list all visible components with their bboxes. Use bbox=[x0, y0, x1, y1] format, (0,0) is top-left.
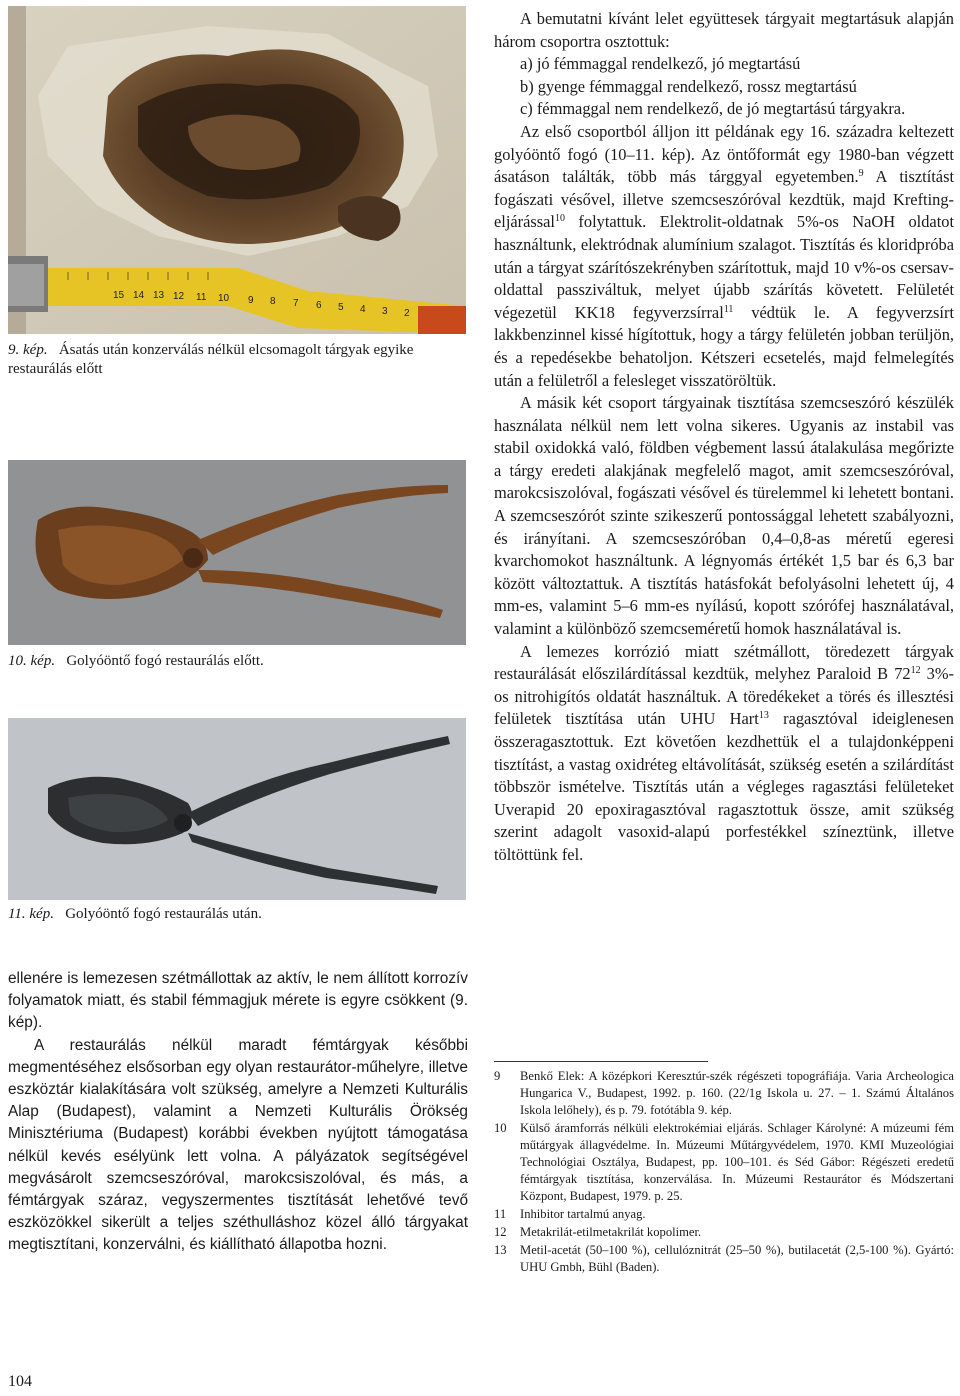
footnote-ref-11[interactable]: 11 bbox=[723, 303, 734, 315]
footnote-10 bbox=[494, 1120, 954, 1205]
footnotes bbox=[494, 1068, 954, 1277]
footnote-text: Benkő Elek: A középkori Keresztúr-szék régészeti topográfiája. Varia Archeologica Hungarica V., Budapest, 1992. p. 160. (22/1g Iskola u. 27. – 1. Számú Általános Iskola lelőhely), és p. 79. fotótábla 9. kép. bbox=[520, 1069, 954, 1117]
left-paragraph-1: ellenére is lemezesen szétmállottak az aktív, le nem állított korrozív folyamatok miatt, és stabil fémmagjuk mérete is egyre csökkent (9. kép). bbox=[8, 970, 468, 1032]
text-run: 3%-os nitrohigítós oldatát használtuk. A töredékeket a törés és illesztési felületek tisztítása után UHU Hart bbox=[494, 664, 954, 729]
footnote-text: Metakrilát-etilmetakrilát kopolimer. bbox=[520, 1225, 702, 1239]
figure-10-photo bbox=[8, 460, 466, 645]
footnote-ref-13[interactable]: 13 bbox=[758, 710, 769, 722]
left-paragraph-2: A restaurálás nélkül maradt fémtárgyak későbbi megmentéséhez elsősorban egy olyan restaurátor-műhelyre, illetve eszköztár kialakítására volt szükség, amelyre a Nemzeti Kulturális Alap (Budapest), valamint a Nemzeti Kulturális Örökség Minisztériuma (Budapest) korábbi években nyújtott támogatása nélkül kevés esélyünk lett volna. A pályázatok segítségével megvásárolt szemcseszóróval, marokcsiszolóval, és más, a fémtárgyak száraz, vegyszermentes tisztítását lehetővé tevő eszközökkel sikerült a teljes széthulláshoz közel álló tárgyakat megtisztítani, konzerválni, és kiállítható állapotba hozni. bbox=[8, 1036, 468, 1254]
right-column-text bbox=[494, 8, 954, 867]
svg-text:12: 12 bbox=[173, 291, 185, 302]
right-paragraph-2 bbox=[494, 121, 954, 392]
text-run: védtük le. A fegyverzsírt lakkbenzinnel kissé hígítottuk, hogy a tárgy felületén jobban terüljön, és a repedésekbe behatoljon. Kétszeri ecsetelés, majd felmelegítés után a felületről a felesleget visszatöröltük. bbox=[494, 302, 954, 390]
list-item: b) gyenge fémmaggal rendelkező, rossz megtartású bbox=[520, 76, 857, 96]
text-run: Az első csoportból álljon itt példának egy 16. századra keltezett golyóöntő fogó (10–11. kép). Az öntőformát egy 1980-ban végzett ásatáson találták, több más tárggyal egyetemben. bbox=[494, 121, 954, 187]
figure-10-caption bbox=[8, 652, 468, 671]
footnote-ref-12[interactable]: 12 bbox=[910, 665, 921, 677]
figure-11-label: 11. kép. bbox=[8, 906, 54, 922]
text-run: A tisztítást fogászati vésővel, illetve szemcseszóróval kezdtük, majd Krefting-eljárással bbox=[494, 167, 955, 232]
figure-9-label: 9. kép. bbox=[8, 342, 48, 358]
figure-9-caption bbox=[8, 341, 468, 379]
figure-10-label: 10. kép. bbox=[8, 653, 56, 669]
footnote-13 bbox=[494, 1242, 954, 1276]
left-column-text bbox=[8, 968, 468, 1257]
footnote-text: Metil-acetát (50–100 %), cellulóznitrát (25–50 %), butilacetát (2,5-100 %). Gyártó: UHU Gmbh, Bühl (Baden). bbox=[520, 1243, 954, 1274]
svg-text:6: 6 bbox=[316, 300, 322, 311]
svg-text:8: 8 bbox=[270, 296, 276, 307]
figure-10-caption-text: Golyóöntő fogó restaurálás előtt. bbox=[66, 653, 264, 669]
figure-11-caption bbox=[8, 905, 468, 924]
figure-9-caption-text: Ásatás után konzerválás nélkül elcsomagolt tárgyak egyike restaurálás előtt bbox=[8, 342, 414, 377]
svg-text:7: 7 bbox=[293, 298, 299, 309]
text-run: folytattuk. Elektrolit-oldatnak 5%-os NaOH oldatot használtunk, elektródnak alumínium szalagot. Tisztítás és kloridpróba után a tárgyat szárítószekrényben szárítottuk, majd 10 v%-os csersav-oldattal passziváltuk, melyet újabb szárítás követett. Felületét végezetül KK18 fegyverzsírral bbox=[494, 212, 954, 322]
corroded-objects-image bbox=[8, 6, 466, 334]
svg-text:4: 4 bbox=[360, 304, 366, 315]
list-item: a) jó fémmaggal rendelkező, jó megtartású bbox=[520, 54, 801, 74]
footnote-ref-10[interactable]: 10 bbox=[554, 213, 565, 225]
footnote-number: 12 bbox=[494, 1225, 507, 1239]
right-paragraph-3: A másik két csoport tárgyainak tisztítása szemcseszóró készülék használata nélkül nem lett volna sikeres. Ugyanis az instabil vas stabil oxidokká való, földben végbement lassú átalakulása megőrizte a tárgy eredeti alakjának megfelelő magot, amit szemcseszóróval, marokcsiszolóval, fogászati vésővel és türelemmel ki lehetett bontani. A szemcseszórót szinte szikeszerű pontossággal lehetett szabályozni, és irányítani. A szemcseszóróban 0,4–0,8-as méretű egeresi kvarchomokot használtunk. A légnyomás értékét 1,5 bar és 6,3 bar között változtattuk. A tisztítás hatásfokát befolyásolni lehetett új, 4 mm-es, valamint 5–6 mm-es nyílású, kopott szórófej használatával, valamint a különböző szemcseméretű homok használatával is. bbox=[494, 393, 954, 639]
right-intro-paragraph: A bemutatni kívánt lelet együttesek tárgyait megtartásuk alapján három csoportra osztottuk: bbox=[494, 9, 954, 51]
svg-text:3: 3 bbox=[382, 306, 388, 317]
list-item: c) fémmaggal nem rendelkező, de jó megtartású tárgyakra. bbox=[520, 99, 906, 119]
svg-text:10: 10 bbox=[218, 293, 230, 304]
svg-text:11: 11 bbox=[196, 292, 207, 303]
footnote-text: Inhibitor tartalmú anyag. bbox=[520, 1207, 646, 1221]
svg-text:2: 2 bbox=[404, 308, 410, 319]
grouping-list bbox=[494, 53, 954, 121]
footnote-number: 13 bbox=[494, 1243, 507, 1257]
pliers-after-image bbox=[8, 718, 466, 900]
footnote-12 bbox=[494, 1224, 954, 1241]
footnote-divider bbox=[494, 1061, 708, 1062]
figure-9-photo bbox=[8, 6, 466, 334]
figure-11-photo bbox=[8, 718, 466, 900]
svg-text:14: 14 bbox=[133, 290, 145, 301]
footnote-11 bbox=[494, 1206, 954, 1223]
text-run: ragasztóval ideiglenesen összeragasztottuk. Ezt követően kezdhettük el a tulajdonképpeni tisztítást, a vastag oxidréteg eltávolítását, szükség esetén a szilárdítást többször ismételve. Tisztítás után a végleges ragasztási felületeket Uverapid 20 epoxiragasztóval ragasztottuk össze, amit szükség szerint adagolt vasoxid-alapú porfestékkel színeztünk, illetve töltöttünk fel. bbox=[494, 709, 954, 864]
pliers-before-image bbox=[8, 460, 466, 645]
footnote-ref-9[interactable]: 9 bbox=[858, 168, 864, 180]
footnote-number: 9 bbox=[494, 1069, 501, 1083]
svg-text:15: 15 bbox=[113, 290, 125, 301]
footnote-number: 11 bbox=[494, 1207, 507, 1221]
page-number: 104 bbox=[8, 1373, 32, 1390]
figure-11-caption-text: Golyóöntő fogó restaurálás után. bbox=[65, 906, 262, 922]
footnote-9 bbox=[494, 1068, 954, 1119]
footnote-text: Külső áramforrás nélküli elektrokémiai eljárás. Schlager Károlyné: A múzeumi fém műtárgyak állagvédelme. In. Múzeumi Műtárgyvédelem, 1970. KMI Muzeológiai Technológiai Osztálya, Budapest, pp. 100–101. és Séd Gábor: Régészeti eredetű fémtárgyak tisztítása, konzerválása. In. Múzeumi Restaurátor és Módszertani Központ, Budapest, 1979. p. 25. bbox=[520, 1121, 954, 1203]
svg-text:13: 13 bbox=[153, 290, 165, 301]
svg-text:9: 9 bbox=[248, 295, 254, 306]
text-run: A lemezes korrózió miatt szétmállott, töredezett tárgyak restaurálását előszilárdítással kezdtük, melyhez Paraloid B 72 bbox=[494, 641, 954, 684]
footnote-number: 10 bbox=[494, 1121, 507, 1135]
right-paragraph-4 bbox=[494, 641, 954, 867]
svg-text:5: 5 bbox=[338, 302, 344, 313]
